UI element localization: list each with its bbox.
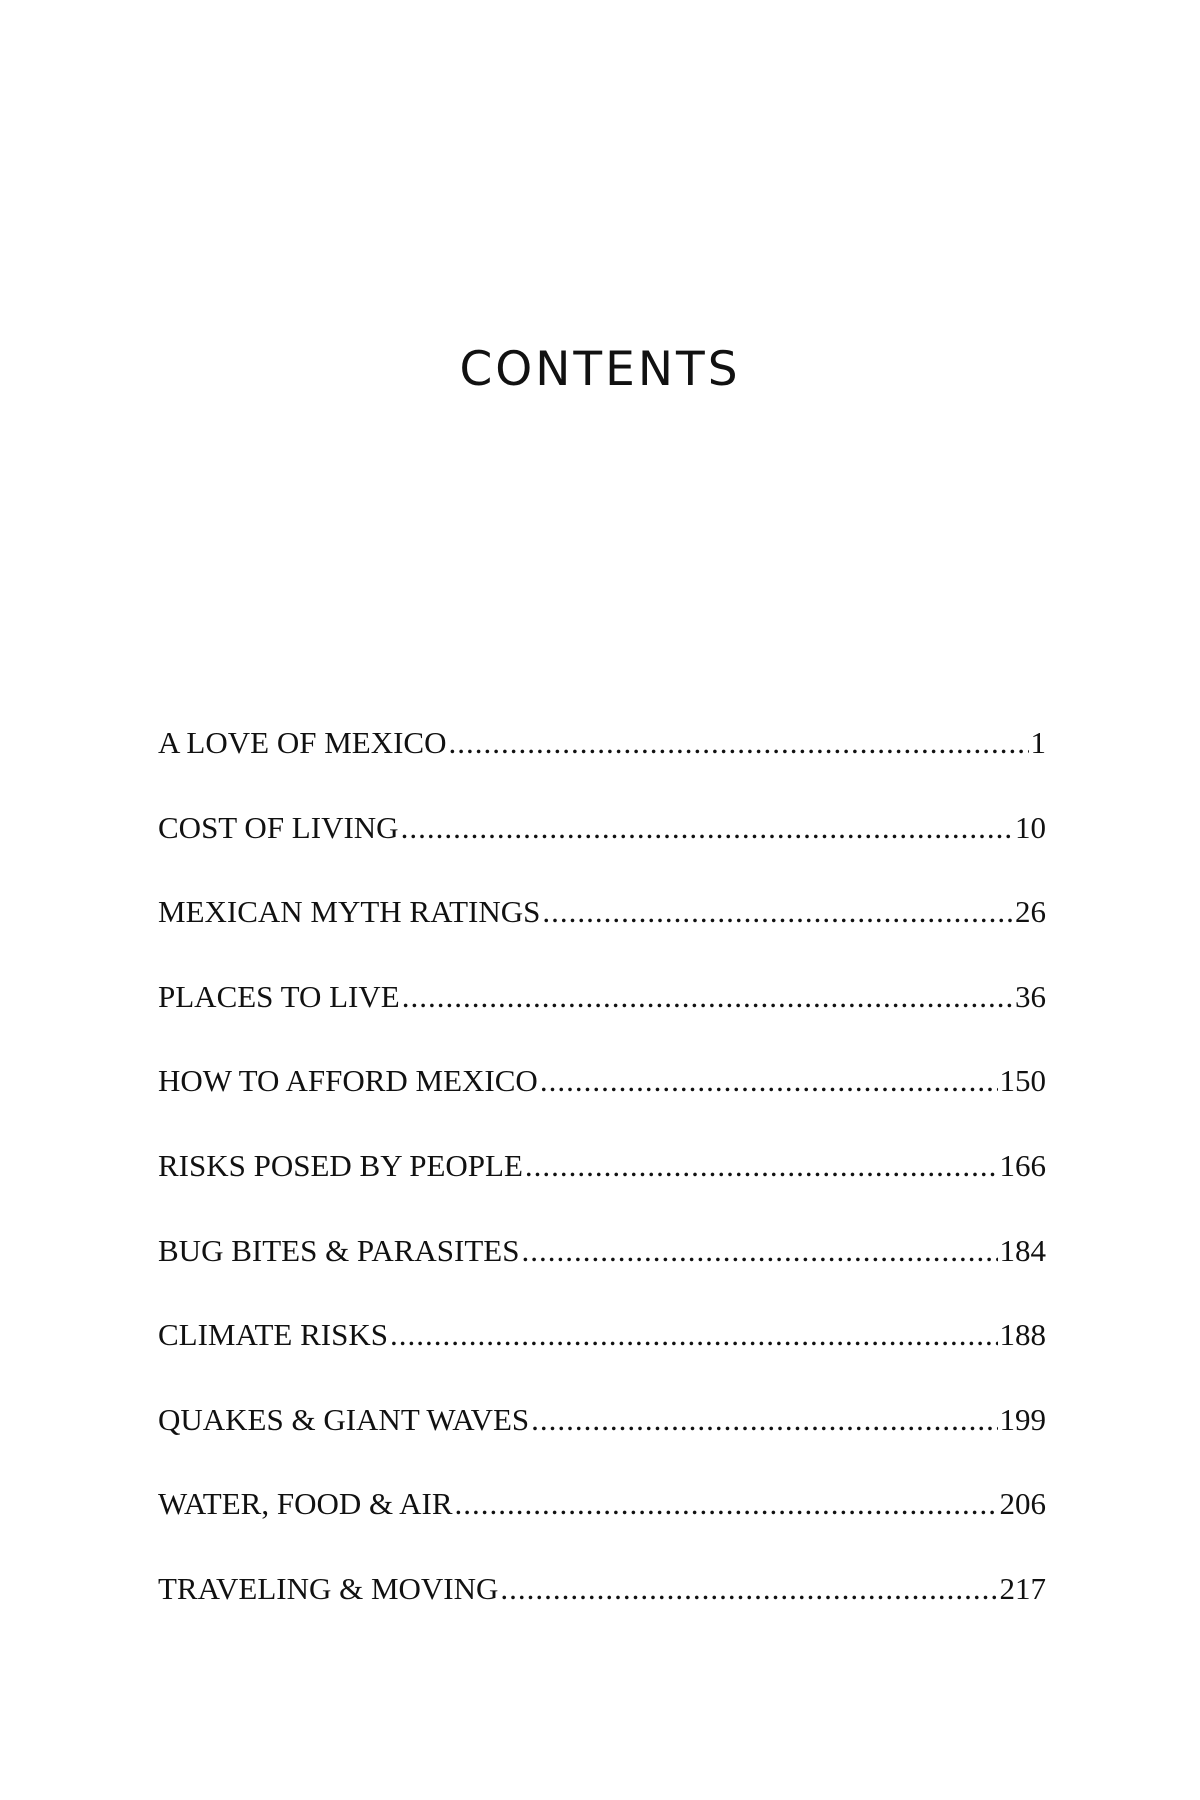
toc-entry[interactable] — [158, 718, 1046, 803]
toc-entry-page-number: 10 — [1015, 809, 1046, 845]
toc-entry[interactable] — [158, 1395, 1046, 1480]
toc-entry[interactable] — [158, 1056, 1046, 1141]
toc-entry[interactable] — [158, 1479, 1046, 1564]
toc-dot-leader — [525, 1141, 998, 1191]
toc-dot-leader — [521, 1226, 997, 1276]
toc-dot-leader — [390, 1310, 998, 1360]
toc-entry-page-number: 1 — [1030, 725, 1046, 760]
toc-entry[interactable] — [158, 972, 1046, 1057]
toc-entry[interactable] — [158, 1564, 1046, 1649]
toc-dot-leader — [540, 1056, 998, 1106]
toc-entry[interactable] — [158, 887, 1046, 972]
toc-entry-page-number: 166 — [999, 1147, 1046, 1183]
toc-entry-label: HOW TO AFFORD MEXICO — [158, 1063, 538, 1099]
toc-entry[interactable] — [158, 1310, 1046, 1395]
toc-dot-leader — [448, 718, 1028, 768]
toc-entry-label: CLIMATE RISKS — [158, 1317, 388, 1353]
table-of-contents — [158, 718, 1046, 1649]
toc-entry[interactable] — [158, 803, 1046, 888]
toc-entry-page-number: 36 — [1015, 978, 1046, 1014]
toc-dot-leader — [531, 1395, 997, 1445]
contents-title: CONTENTS — [459, 342, 741, 397]
toc-dot-leader — [500, 1564, 997, 1614]
toc-entry-page-number: 188 — [999, 1317, 1046, 1353]
toc-entry-label: BUG BITES & PARASITES — [158, 1232, 520, 1268]
toc-entry[interactable] — [158, 1226, 1046, 1311]
toc-entry-page-number: 217 — [999, 1570, 1046, 1606]
toc-entry-label: WATER, FOOD & AIR — [158, 1486, 453, 1522]
toc-dot-leader — [542, 887, 1013, 937]
toc-entry-label: QUAKES & GIANT WAVES — [158, 1401, 530, 1437]
toc-entry-label: TRAVELING & MOVING — [158, 1570, 499, 1606]
toc-dot-leader — [401, 803, 1013, 853]
toc-entry-label: PLACES TO LIVE — [158, 978, 400, 1014]
toc-entry-page-number: 150 — [999, 1063, 1046, 1099]
toc-entry-label: RISKS POSED BY PEOPLE — [158, 1147, 523, 1183]
toc-dot-leader — [455, 1479, 998, 1529]
toc-entry-label: MEXICAN MYTH RATINGS — [158, 894, 541, 930]
toc-entry-label: COST OF LIVING — [158, 809, 399, 845]
toc-entry-page-number: 184 — [999, 1232, 1046, 1268]
toc-entry-page-number: 199 — [999, 1401, 1046, 1437]
toc-dot-leader — [402, 972, 1013, 1022]
toc-entry[interactable] — [158, 1141, 1046, 1226]
toc-entry-page-number: 206 — [999, 1486, 1046, 1522]
toc-entry-label: A LOVE OF MEXICO — [158, 725, 447, 760]
toc-entry-page-number: 26 — [1015, 894, 1046, 930]
